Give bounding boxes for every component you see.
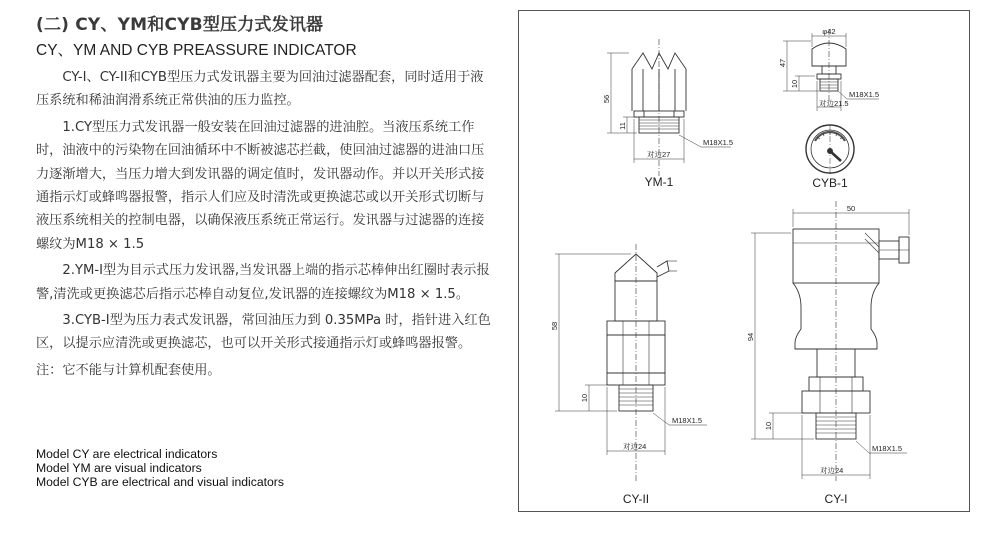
item-3-paragraph: 3.CYB-I型为压力表式发讯器，常回油压力到 0.35MPa 时，指针进入红色区，以提示应清洗或更换滤芯，也可以开关形式接通指示灯或蜂鸣器报警。 [36, 313, 491, 352]
cy2-label: CY-II [622, 492, 650, 506]
cy2-thread-label: M18X1.5 [672, 416, 703, 425]
model-line-cyb: Model CYB are electrical and visual indicators [36, 475, 284, 490]
ym1-label: YM-1 [644, 175, 674, 189]
cy1-label: CY-I [824, 492, 848, 506]
technical-drawing-panel [518, 10, 970, 512]
heading-english: CY、YM AND CYB PREASSURE INDICATOR [36, 42, 357, 59]
cyb1-diameter-dim: φ42 [822, 27, 836, 36]
cyb1-label: CYB-1 [812, 176, 848, 190]
cy1-across-flats: 对边24 [820, 466, 844, 475]
intro-paragraph: CY-I、CY-II和CYB型压力式发讯器主要为回油过滤器配套，同时适用于液压系统和稀油润滑系统正常供油的压力监控。 [36, 70, 484, 109]
item-1-paragraph: 1.CY型压力式发讯器一般安装在回油过滤器的进油腔。当液压系统工作时，油液中的污染物在回油循环中不断被滤芯拦截，使回油过滤器的进油口压力逐渐增大，当压力增大到发讯器的调定值时，发讯器动作。并以开关形式接通指示灯或蜂鸣器报警，指示人们应及时清洗或更换滤芯或以开关形式切断与液压系统相关的控制电器，以确保液压系统正常运行。发讯器与过滤器的连接螺纹为M18 × 1.5 [36, 119, 485, 252]
description-column [36, 10, 496, 382]
model-line-ym: Model YM are visual indicators [36, 461, 202, 476]
ym1-across-flats: 对边27 [647, 150, 671, 159]
cyb1-height-dim: 47 [778, 58, 787, 68]
cy2-across-flats: 对边24 [623, 442, 647, 451]
model-list [36, 447, 284, 490]
cy1-thread-length-dim: 10 [764, 421, 773, 431]
cyb1-thread-label: M18X1.5 [849, 90, 880, 99]
ym1-thread-length-dim: 11 [618, 122, 627, 130]
ym1-thread-label: M18X1.5 [703, 138, 734, 147]
cyb1-across-flats: 对边21.5 [819, 99, 849, 108]
cyb1-thread-length-dim: 10 [790, 79, 799, 89]
heading-chinese: (二) CY、YM和CYB型压力式发讯器 [36, 15, 324, 35]
model-line-cy: Model CY are electrical indicators [36, 447, 218, 461]
ym1-height-dim: 56 [602, 94, 611, 104]
cy1-height-dim: 94 [746, 332, 755, 342]
technical-drawing-svg [519, 11, 971, 513]
cy1-width-dim: 50 [846, 204, 856, 213]
cy1-thread-label: M18X1.5 [872, 444, 903, 453]
cy1-drawing [751, 201, 909, 481]
cy2-height-dim: 58 [550, 321, 559, 331]
cy2-thread-length-dim: 10 [580, 393, 589, 403]
note-paragraph: 注：它不能与计算机配套使用。 [36, 362, 221, 378]
item-2-paragraph: 2.YM-I型为目示式压力发讯器,当发讯器上端的指示芯棒伸出红圈时表示报警,清洗或更换滤芯后指示芯棒自动复位,发讯器的连接螺纹为M18 × 1.5。 [36, 263, 490, 302]
